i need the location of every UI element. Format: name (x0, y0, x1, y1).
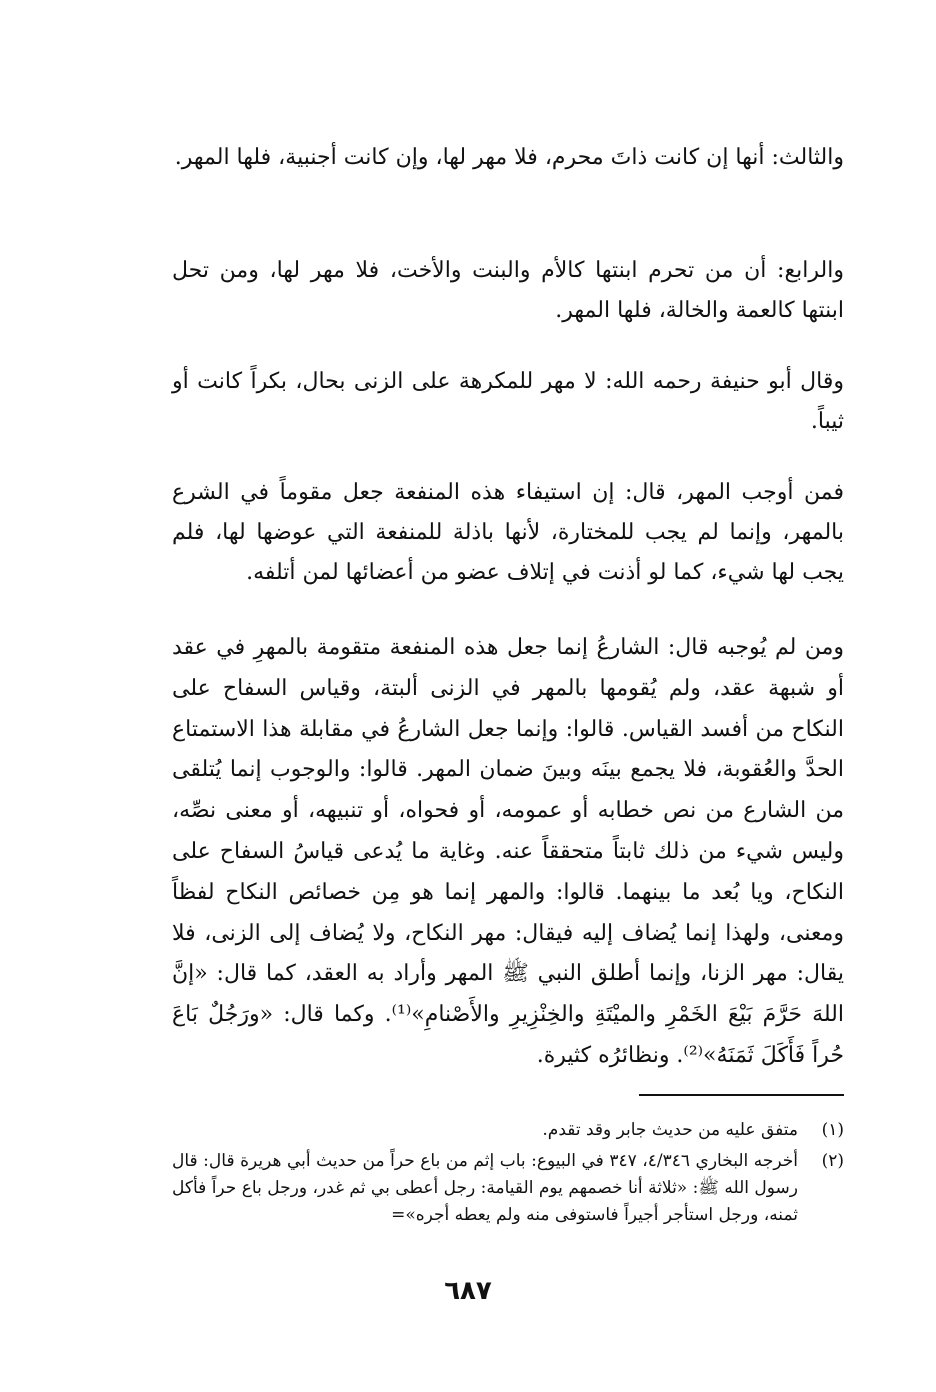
footnote-separator (639, 1094, 844, 1096)
footnote-text: أخرجه البخاري ٤/٣٤٦، ٣٤٧ في البيوع: باب إثم من باع حراً من حديث أبي هريرة قال: قال رسول الله ﷺ: «ثلاثة أنا خصمهم يوم القيامة: رجل أعطى بي ثم غدر، ورجل باع حراً فأكل ثمنه، ورجل استأجر أجيراً فاستوفى منه ولم يعطه أجره»= (172, 1151, 798, 1225)
footnote-2 (172, 1148, 844, 1229)
paragraph-third-opinion: والثالث: أنها إن كانت ذاتَ محرم، فلا مهر لها، وإن كانت أجنبية، فلها المهر. (174, 145, 844, 170)
paragraph-non-obligators: ومن لم يُوجبه قال: الشارعُ إنما جعل هذه المنفعة متقومة بالمهرِ في عقد أو شبهة عقد، ولم يُقومها بالمهر في الزنى ألبتة، وقياس السفاح على النكاح من أفسد القياس. قالوا: وإنما جعل الشارعُ في مقابلة هذا الاستمتاع الحدَّ والعُقوبة، فلا يجمع بينَه وبينَ ضمان المهر. قالوا: والوجوب إنما يُتلقى من الشارع من نص خطابه أو عمومه، أو فحواه، أو تنبيهه، أو معنى نصِّه، وليس شيء من ذلك ثابتاً متحققاً عنه. وغاية ما يُدعى قياسُ السفاح على النكاح، ويا بُعد ما بينهما. قالوا: والمهر إنما هو مِن خصائص النكاح لفظاً ومعنى، ولهذا إنما يُضاف إليه فيقال: مهر النكاح، ولا يُضاف إلى الزنى، فلا يقال: مهر الزنا، وإنما أطلق النبي ﷺ المهر وأراد به العقد، كما قال: «إنَّ اللهَ حَرَّمَ بَيْعَ الخَمْرِ والميْتَةِ والخِنْزِيرِ والأَصْنامِ»⁽¹⁾. وكما قال: «ورَجُلٌ بَاعَ حُراً فَأَكَلَ ثَمَنَهُ»⁽²⁾. ونظائرُه كثيرة. (172, 635, 844, 1068)
paragraph-obligators: فمن أوجب المهر، قال: إن استيفاء هذه المنفعة جعل مقوماً في الشرع بالمهر، وإنما لم يجب للمختارة، لأنها باذلة للمنفعة التي عوضها لها، فلم يجب لها شيء، كما لو أذنت في إتلاف عضو من أعضائها لمن أتلفه. (172, 480, 844, 585)
paragraph-abu-hanifa: وقال أبو حنيفة رحمه الله: لا مهر للمكرهة على الزنى بحال، بكراً كانت أو ثيباً. (172, 369, 844, 434)
footnote-number: (٢) (821, 1151, 844, 1171)
page-number: ٦٨٧ (444, 1276, 492, 1306)
paragraph-fourth-opinion: والرابع: أن من تحرم ابنتها كالأم والبنت والأخت، فلا مهر لها، ومن تحل ابنتها كالعمة والخالة، فلها المهر. (172, 258, 844, 323)
footnote-text: متفق عليه من حديث جابر وقد تقدم. (542, 1120, 798, 1140)
footnote-1 (172, 1117, 844, 1144)
footnote-number: (١) (821, 1120, 844, 1140)
